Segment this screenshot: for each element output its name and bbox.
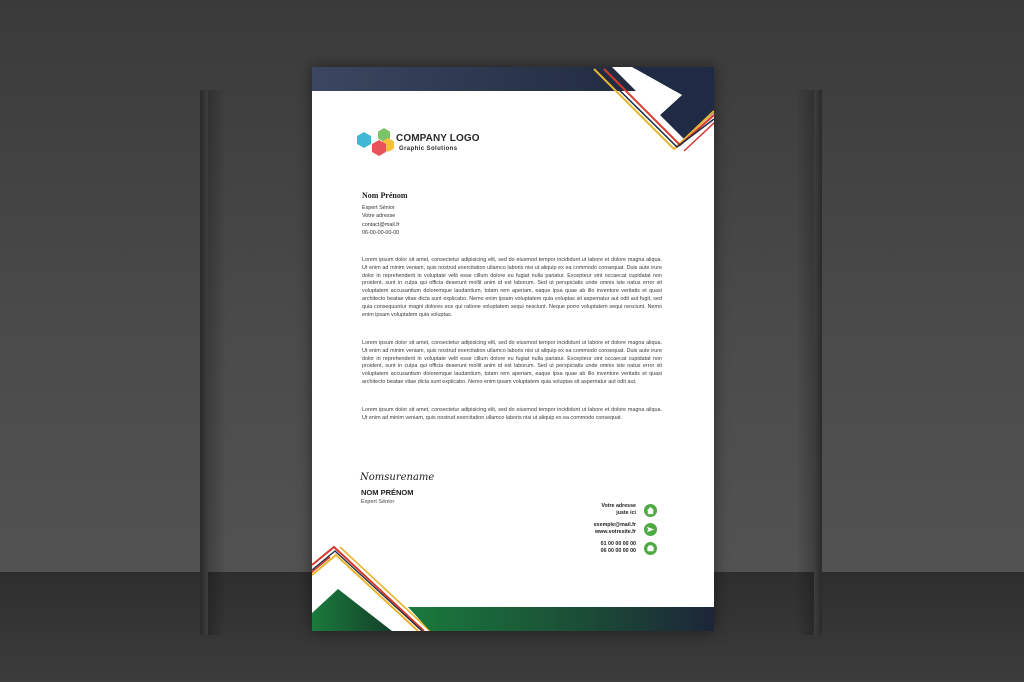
sender-title: Expert Sénior bbox=[362, 205, 395, 211]
company-logo-text: COMPANY LOGO bbox=[396, 133, 480, 144]
body-paragraph-3: Lorem ipsum dolor sit amet, consectetur adipisicing elit, sed do eiusmod tempor incididunt ut labore et dolore magna aliqua. Ut enim ad minim veniam, quis nostrud exercitation ullamco laboris nisi ut aliquip ex ea commodo consequat. bbox=[362, 407, 662, 421]
contact-address bbox=[516, 503, 636, 517]
contact-online bbox=[516, 522, 636, 536]
home-icon bbox=[644, 504, 657, 517]
phone-icon bbox=[644, 542, 657, 555]
contact-email: exemple@mail.fr bbox=[593, 522, 636, 528]
body-paragraph-2: Lorem ipsum dolor sit amet, consectetur adipisicing elit, sed do eiusmod tempor incididunt ut labore et dolore magna aliqua. Ut enim ad minim veniam, quis nostrud exercitation ullamco laboris nisi ut aliquip ex ea commodo consequat. Duis aute irure dolor in reprehenderit in voluptate velit esse cillum dolore eu fugiat nulla pariatur. Excepteur sint occaecat cupidatat non proident, sunt in culpa qui officia deserunt mollit anim id est laborum. Sed ut perspiciatis unde omnis iste natus error sit voluptatem accusantium doloremque laudantium, totam rem aperiam, eaque ipsa quae ab illo inventore veritatis et quasi architecto beatae vitae dicta sunt explicabo. Nemo enim ipsam voluptatem quia voluptas sit aspernatur aut odit aut. bbox=[362, 340, 662, 385]
contact-address-line2: juste ici bbox=[616, 509, 636, 516]
signature-name: NOM PRÉNOM bbox=[361, 488, 414, 497]
company-tagline: Graphic Solutions bbox=[399, 146, 458, 152]
sender-address: Votre adresse bbox=[362, 213, 396, 219]
send-icon bbox=[644, 523, 657, 536]
right-pillar-shadow bbox=[796, 90, 816, 635]
left-pillar bbox=[200, 90, 208, 635]
signature-script: Nomsurename bbox=[360, 472, 435, 483]
contact-website: www.votresite.fr bbox=[594, 528, 636, 535]
letterhead-page bbox=[312, 67, 714, 631]
right-pillar bbox=[814, 90, 822, 635]
contact-phone-2: 06 00 00 00 00 bbox=[600, 547, 636, 554]
contact-phones bbox=[516, 541, 636, 555]
signature-title: Expert Sénior bbox=[361, 499, 395, 505]
sender-name: Nom Prénom bbox=[362, 191, 408, 200]
bottom-green-band bbox=[408, 607, 714, 631]
contact-address-line1: Votre adresse bbox=[601, 503, 636, 509]
left-pillar-shadow bbox=[206, 90, 226, 635]
contact-phone-1: 01 00 00 00 00 bbox=[600, 541, 636, 547]
hexagon-blue bbox=[357, 132, 371, 148]
sender-email: contact@mail.fr bbox=[362, 222, 400, 228]
body-paragraph-1: Lorem ipsum dolor sit amet, consectetur adipisicing elit, sed do eiusmod tempor incididunt ut labore et dolore magna aliqua. Ut enim ad minim veniam, quis nostrud exercitation ullamco laboris nisi ut aliquip ex ea commodo consequat. Duis aute irure dolor in reprehenderit in voluptate velit esse cillum dolore eu fugiat nulla pariatur. Excepteur sint occaecat cupidatat non proident, sunt in culpa qui officia deserunt mollit anim id est laborum. Sed ut perspiciatis unde omnis iste natus error sit voluptatem accusantium doloremque laudantium, totam rem aperiam, eaque ipsa quae ab illo inventore veritatis et quasi architecto beatae vitae dicta sunt explicabo. Nemo enim ipsam voluptatem quia voluptas sit aspernatur aut odit aut fugit, sed quia consequuntur magni dolores eos qui ratione voluptatem sequi nesciunt. Neque porro voluptatem sequi nesciunt. Nemo enim ipsam voluptatem quia voluptas. bbox=[362, 257, 662, 318]
sender-phone: 06-00-00-00-00 bbox=[362, 230, 400, 236]
